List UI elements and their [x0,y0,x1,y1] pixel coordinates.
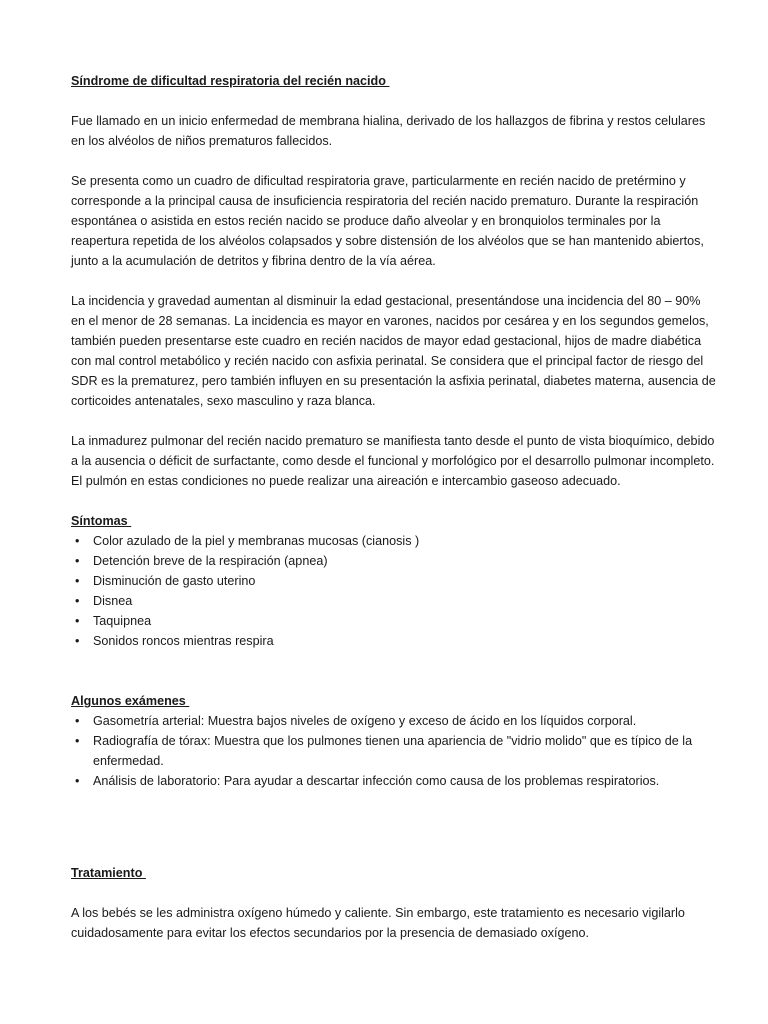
list-item [71,591,716,611]
exams-list [71,711,716,791]
symptoms-heading: Síntomas [71,514,132,528]
bullet-icon: • [75,594,80,608]
list-item-text: Color azulado de la piel y membranas mucosas (cianosis ) [93,534,420,548]
list-item [71,711,716,731]
list-item [71,551,716,571]
bullet-icon: • [75,774,80,788]
list-item [71,771,716,791]
list-item-text: Disminución de gasto uterino [93,574,256,588]
list-item-text: Taquipnea [93,614,152,628]
list-item-text: Detención breve de la respiración (apnea) [93,554,328,568]
document-title: Síndrome de dificultad respiratoria del recién nacido [71,74,390,88]
list-item-text: Gasometría arterial: Muestra bajos niveles de oxígeno y exceso de ácido en los líquidos corporal. [93,714,637,728]
treatment-paragraph: A los bebés se les administra oxígeno húmedo y caliente. Sin embargo, este tratamiento es necesario vigilarlo cuidadosamente para evitar los efectos secundarios por la presencia de demasiado oxígeno. [71,906,685,940]
list-item [71,731,716,771]
list-item [71,611,716,631]
paragraph-presentation: Se presenta como un cuadro de dificultad respiratoria grave, particularmente en recién nacido de pretérmino y corresponde a la principal causa de insuficiencia respiratoria del recién nacido prematuro. Durante la respiración espontánea o asistida en estos recién nacido se produce daño alveolar y en bronquiolos terminales por la reapertura repetida de los alvéolos colapsados y sobre distensión de los alvéolos que se han mantenido abiertos, junto a la acumulación de detritos y fibrina dentro de la vía aérea. [71,174,704,268]
list-item-text: Disnea [93,594,133,608]
list-item [71,531,716,551]
bullet-icon: • [75,534,80,548]
list-item [71,631,716,651]
list-item-text: Radiografía de tórax: Muestra que los pulmones tienen una apariencia de "vidrio molido" que es típico de la enfermedad. [93,734,693,768]
bullet-icon: • [75,734,80,748]
bullet-icon: • [75,614,80,628]
list-item-text: Sonidos roncos mientras respira [93,634,274,648]
paragraph-incidence: La incidencia y gravedad aumentan al disminuir la edad gestacional, presentándose una incidencia del 80 – 90% en el menor de 28 semanas. La incidencia es mayor en varones, nacidos por cesárea y en los segundos gemelos, también pueden presentarse este cuadro en recién nacidos de mayor edad gestacional, hijos de madre diabética con mal control metabólico y recién nacido con asfixia perinatal. Se considera que el principal factor de riesgo del SDR es la prematurez, pero también influyen en su presentación la asfixia perinatal, diabetes materna, ausencia de corticoides antenatales, sexo masculino y raza blanca. [71,294,716,408]
bullet-icon: • [75,714,80,728]
exams-heading: Algunos exámenes [71,694,190,708]
bullet-icon: • [75,574,80,588]
symptoms-list [71,531,716,651]
paragraph-intro: Fue llamado en un inicio enfermedad de membrana hialina, derivado de los hallazgos de fibrina y restos celulares en los alvéolos de niños prematuros fallecidos. [71,114,706,148]
list-item-text: Análisis de laboratorio: Para ayudar a descartar infección como causa de los problemas respiratorios. [93,774,660,788]
treatment-heading: Tratamiento [71,866,146,880]
paragraph-immaturity: La inmadurez pulmonar del recién nacido prematuro se manifiesta tanto desde el punto de vista bioquímico, debido a la ausencia o déficit de surfactante, como desde el funcional y morfológico por el desarrollo pulmonar incompleto. El pulmón en estas condiciones no puede realizar una aireación e intercambio gaseoso adecuado. [71,434,715,488]
bullet-icon: • [75,634,80,648]
bullet-icon: • [75,554,80,568]
list-item [71,571,716,591]
